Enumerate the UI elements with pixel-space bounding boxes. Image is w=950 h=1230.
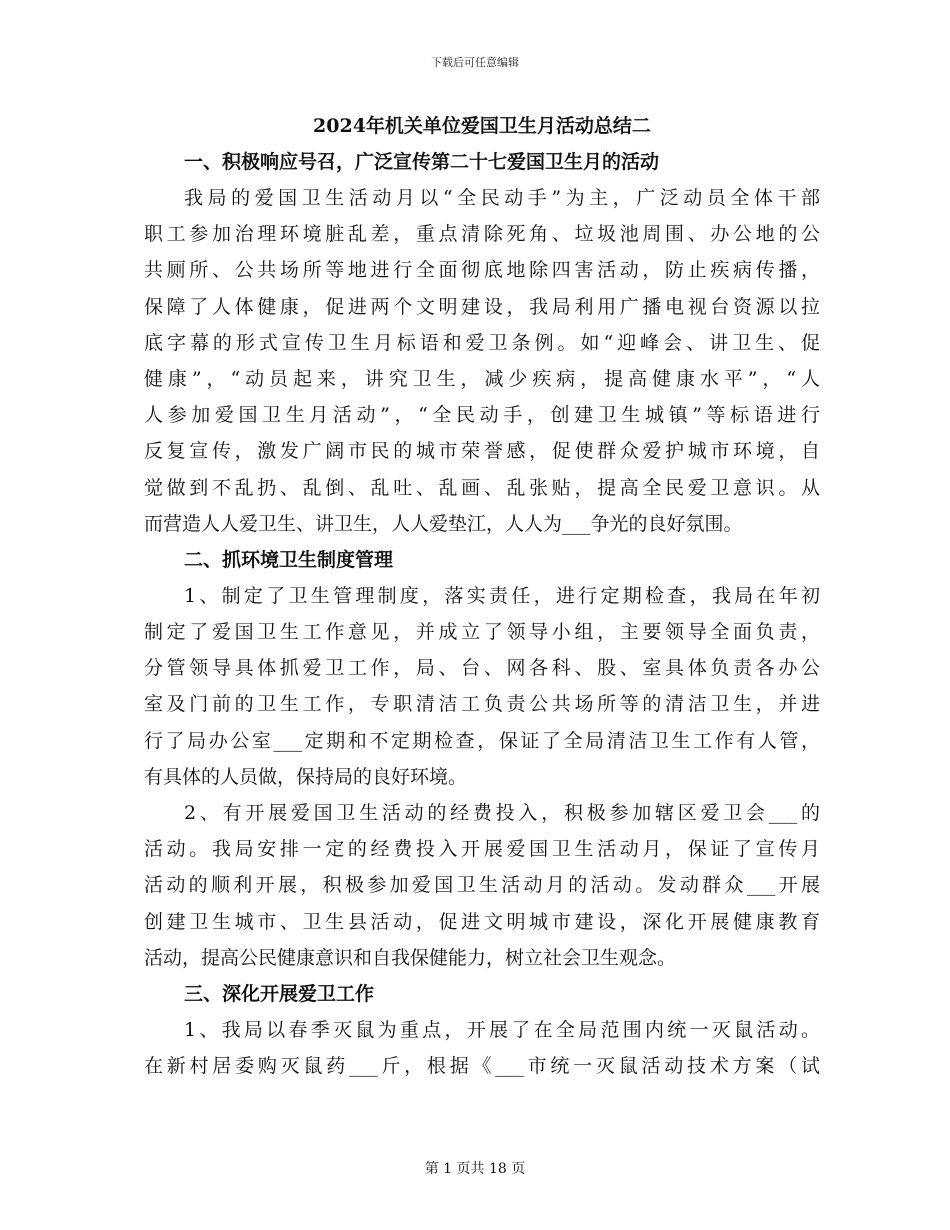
text-line: 健康”，“动员起来，讲究卫生，减少疾病，提高健康水平”，“人 — [144, 367, 820, 390]
text-line: 底字幕的形式宣传卫生月标语和爱卫条例。如“迎峰会、讲卫生、促 — [144, 331, 820, 354]
text-line: 反复宣传，激发广阔市民的城市荣誉感，促使群众爱护城市环境，自 — [144, 440, 820, 463]
paragraph — [144, 795, 820, 976]
page-footer: 第 1 页共 18 页 — [424, 1161, 526, 1177]
header-note: 下载后可任意编辑 — [431, 56, 519, 69]
text-line: 活动，提高公民健康意识和自我保健能力，树立社会卫生观念。 — [144, 946, 677, 969]
document-title: 2024年机关单位爱国卫生月活动总结二 — [313, 115, 651, 137]
text-line: 分管领导具体抓爱卫工作，局、台、网各科、股、室具体负责各办公 — [144, 657, 820, 680]
paragraph — [144, 578, 820, 795]
text-line: 活动。我局安排一定的经费投入开展爱国卫生活动月，保证了宣传月 — [144, 838, 820, 861]
text-line: 而营造人人爱卫生、讲卫生，人人爱垫江，人人为___争光的良好氛围。 — [144, 512, 743, 535]
section-heading: 一、积极响应号召，广泛宣传第二十七爱国卫生月的活动 — [184, 151, 660, 173]
text-line: 2、有开展爱国卫生活动的经费投入，积极参加辖区爱卫会___的 — [184, 802, 820, 824]
section-heading: 二、抓环境卫生制度管理 — [184, 548, 394, 571]
text-line: 共厕所、公共场所等地进行全面彻底地除四害活动，防止疾病传播， — [144, 259, 820, 282]
paragraph — [144, 180, 820, 542]
text-line: 1、制定了卫生管理制度，落实责任，进行定期检查，我局在年初 — [184, 584, 820, 607]
text-line: 创建卫生城市、卫生县活动，促进文明城市建设，深化开展健康教育 — [144, 910, 820, 933]
text-line: 在新村居委购灭鼠药___斤，根据《___市统一灭鼠活动技术方案（试 — [144, 1055, 820, 1078]
text-line: 活动的顺利开展，积极参加爱国卫生活动月的活动。发动群众___开展 — [144, 874, 820, 897]
paragraph — [144, 1012, 820, 1084]
text-line: 室及门前的卫生工作，专职清洁工负责公共场所等的清洁卫生，并进 — [144, 693, 820, 716]
text-line: 制定了爱国卫生工作意见，并成立了领导小组，主要领导全面负责， — [144, 621, 820, 644]
text-line: 有具体的人员做，保持局的良好环境。 — [144, 765, 468, 788]
text-line: 保障了人体健康，促进两个文明建设，我局利用广播电视台资源以拉 — [144, 295, 820, 318]
text-line: 觉做到不乱扔、乱倒、乱吐、乱画、乱张贴，提高全民爱卫意识。从 — [144, 476, 820, 499]
text-line: 行了局办公室___定期和不定期检查，保证了全局清洁卫生工作有人管， — [144, 729, 820, 752]
text-line: 职工参加治理环境脏乱差，重点清除死角、垃圾池周围、办公地的公 — [144, 223, 820, 246]
text-line: 人参加爱国卫生月活动”，“全民动手，创建卫生城镇”等标语进行 — [144, 404, 820, 427]
section-heading: 三、深化开展爱卫工作 — [184, 982, 375, 1005]
document-body — [144, 108, 820, 1084]
text-line: 我局的爱国卫生活动月以“全民动手”为主，广泛动员全体干部 — [184, 187, 820, 209]
text-line: 1、我局以春季灭鼠为重点，开展了在全局范围内统一灭鼠活动。 — [184, 1018, 820, 1041]
